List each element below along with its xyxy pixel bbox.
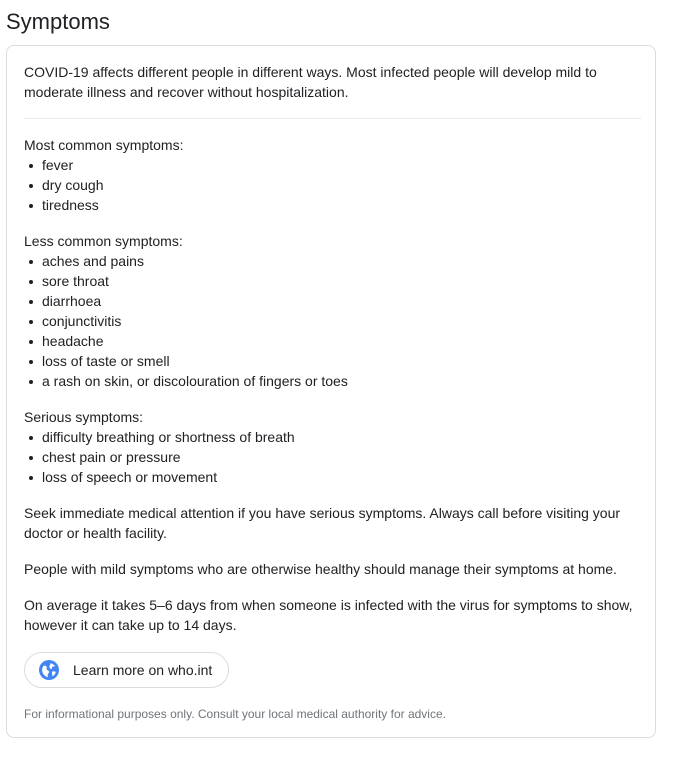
- disclaimer-text: For informational purposes only. Consult your local medical authority for advice.: [24, 707, 446, 721]
- list-item: loss of speech or movement: [24, 467, 641, 487]
- advice-paragraph: Seek immediate medical attention if you have serious symptoms. Always call before visiting your doctor or health facility.: [24, 505, 621, 541]
- symptom-list: [24, 155, 641, 215]
- intro-text: COVID-19 affects different people in different ways. Most infected people will develop mild to moderate illness and recover without hospitalization.: [24, 64, 597, 100]
- list-item: fever: [24, 155, 641, 175]
- list-item: headache: [24, 331, 641, 351]
- list-item: tiredness: [24, 195, 641, 215]
- section-heading: Less common symptoms:: [24, 233, 183, 249]
- advice-paragraph: On average it takes 5–6 days from when someone is infected with the virus for symptoms to show, however it can take up to 14 days.: [24, 597, 633, 633]
- list-item: a rash on skin, or discolouration of fingers or toes: [24, 371, 641, 391]
- learn-more-button[interactable]: [24, 652, 229, 688]
- list-item: conjunctivitis: [24, 311, 641, 331]
- symptom-list: [24, 251, 641, 391]
- section-most-common: [24, 135, 641, 215]
- symptom-list: [24, 427, 641, 487]
- symptoms-card: [6, 45, 656, 738]
- globe-icon: [39, 660, 59, 680]
- list-item: aches and pains: [24, 251, 641, 271]
- page-title: Symptoms: [6, 9, 110, 34]
- list-item: loss of taste or smell: [24, 351, 641, 371]
- section-heading: Serious symptoms:: [24, 409, 144, 425]
- card-content: [24, 62, 641, 635]
- list-item: dry cough: [24, 175, 641, 195]
- section-less-common: [24, 231, 641, 391]
- section-heading: Most common symptoms:: [24, 137, 184, 153]
- list-item: sore throat: [24, 271, 641, 291]
- section-serious: [24, 407, 641, 487]
- list-item: diarrhoea: [24, 291, 641, 311]
- list-item: difficulty breathing or shortness of breath: [24, 427, 641, 447]
- advice-paragraph: People with mild symptoms who are otherwise healthy should manage their symptoms at home.: [24, 561, 617, 577]
- learn-more-label: Learn more on who.int: [73, 662, 213, 678]
- list-item: chest pain or pressure: [24, 447, 641, 467]
- divider: [24, 118, 641, 119]
